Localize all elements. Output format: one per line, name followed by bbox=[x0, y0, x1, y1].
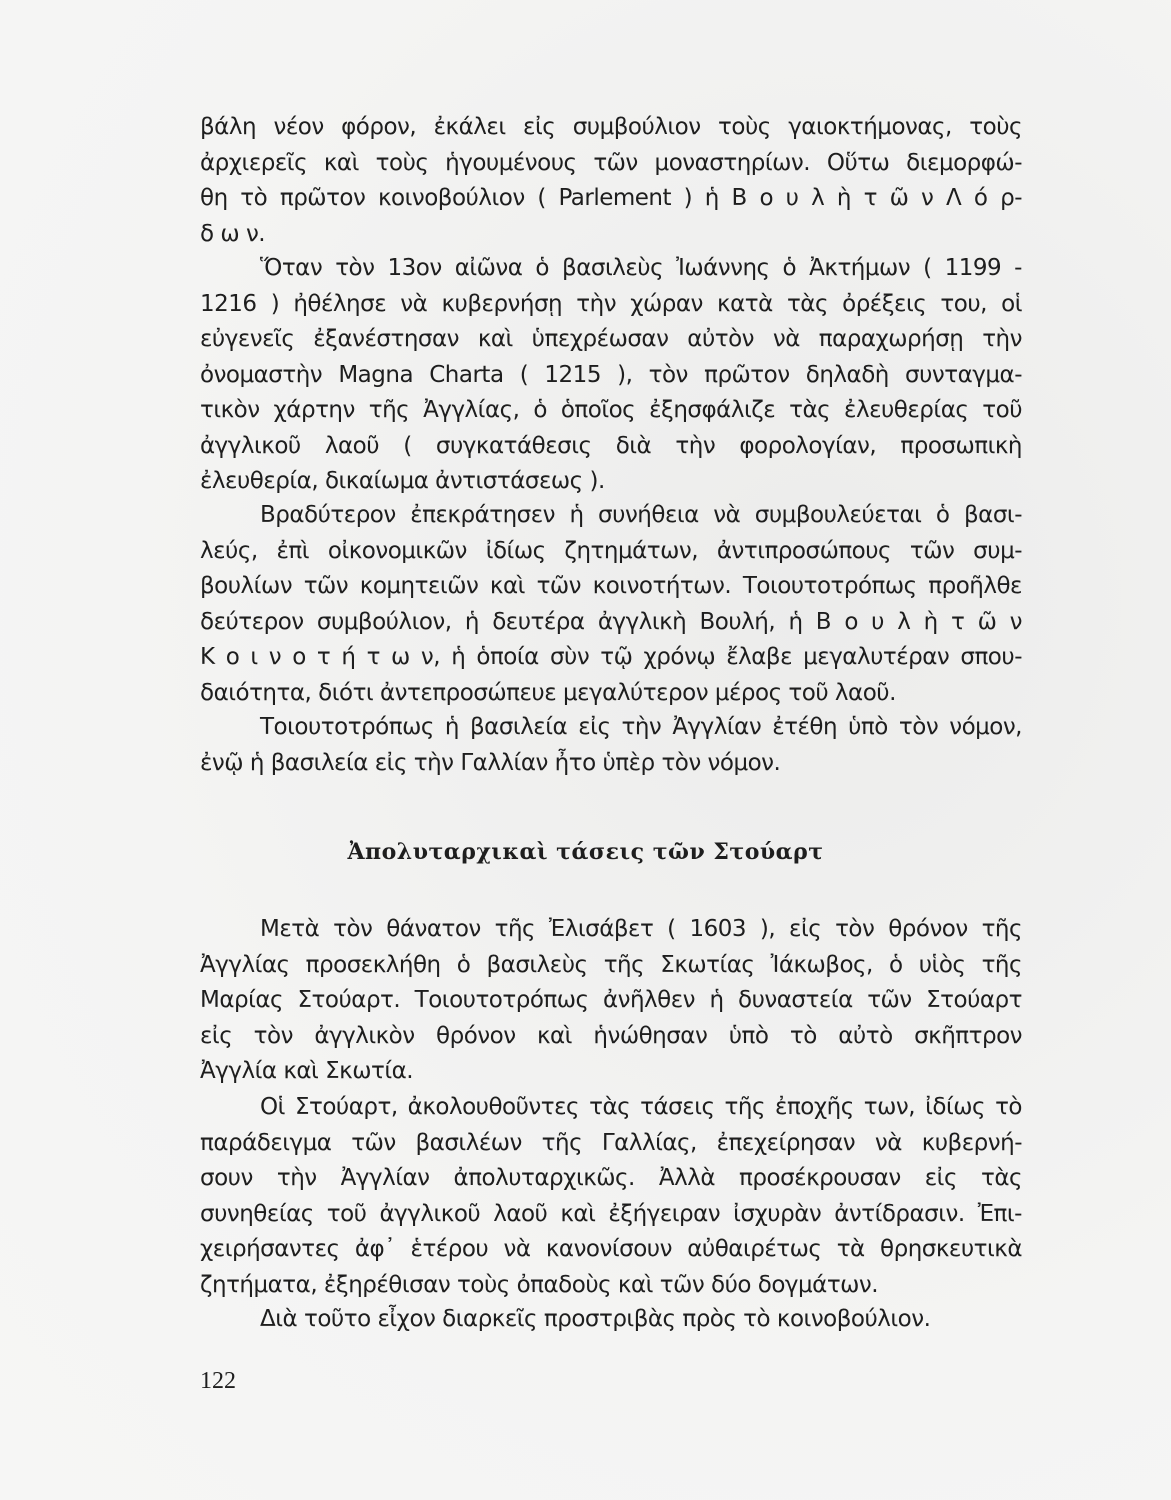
text-line: Μαρίας Στούαρτ. Τοιουτοτρόπως ἀνῆλθεν ἡ δυναστεία τῶν Στούαρτ bbox=[200, 987, 1022, 1013]
text-line: συνηθείας τοῦ ἀγγλικοῦ λαοῦ καὶ ἐξήγειραν ἰσχυρὰν ἀντίδρασιν. Ἐπι- bbox=[200, 1200, 1022, 1227]
text-line: ἐλευθερία, δικαίωμα ἀντιστάσεως ). bbox=[200, 468, 605, 494]
text-line: βουλίων τῶν κομητειῶν καὶ τῶν κοινοτήτων. Τοιουτοτρόπως προῆλθε bbox=[200, 573, 1022, 599]
text-line: λεύς, ἐπὶ οἰκονομικῶν ἰδίως ζητημάτων, ἀντιπροσώπους τῶν συμ- bbox=[200, 537, 1022, 564]
text-line: Κ ο ι ν ο τ ή τ ω ν, ἡ ὁποία σὺν τῷ χρόνῳ ἔλαβε μεγαλυτέραν σπου- bbox=[200, 644, 1022, 670]
text-line: Μετὰ τὸν θάνατον τῆς Ἐλισάβετ ( 1603 ), εἰς τὸν θρόνον τῆς bbox=[260, 916, 1022, 942]
text-line: Ὅταν τὸν 13ον αἰῶνα ὁ βασιλεὺς Ἰωάννης ὁ Ἀκτήμων ( 1199 - bbox=[260, 255, 1022, 281]
text-line: 1216 ) ἠθέλησε νὰ κυβερνήσῃ τὴν χώραν κατὰ τὰς ὀρέξεις του, οἱ bbox=[200, 290, 1022, 317]
text-line: δεύτερον συμβούλιον, ἡ δευτέρα ἀγγλικὴ Βουλή, ἡ Β ο υ λ ὴ τ ῶ ν bbox=[200, 608, 1022, 635]
text-line: ζητήματα, ἐξηρέθισαν τοὺς ὀπαδοὺς καὶ τῶν δύο δογμάτων. bbox=[200, 1271, 879, 1298]
section-heading: Ἀπολυταρχικαὶ τάσεις τῶν Στούαρτ bbox=[347, 839, 824, 865]
text-line: Ἀγγλία καὶ Σκωτία. bbox=[200, 1058, 414, 1084]
text-line: Ἀγγλίας προσεκλήθη ὁ βασιλεὺς τῆς Σκωτίας Ἰάκωβος, ὁ υἱὸς τῆς bbox=[200, 951, 1022, 978]
text-line: εὐγενεῖς ἐξανέστησαν καὶ ὑπεχρέωσαν αὐτὸν νὰ παραχωρήσῃ τὴν bbox=[200, 326, 1022, 352]
text-line: ἀρχιερεῖς καὶ τοὺς ἡγουμένους τῶν μοναστηρίων. Οὕτω διεμορφώ- bbox=[200, 149, 1022, 176]
text-line: ἐνῷ ἡ βασιλεία εἰς τὴν Γαλλίαν ἦτο ὑπὲρ τὸν νόμον. bbox=[200, 749, 781, 776]
text-line: εἰς τὸν ἀγγλικὸν θρόνον καὶ ἡνώθησαν ὑπὸ τὸ αὐτὸ σκῆπτρον bbox=[200, 1022, 1022, 1049]
text-line: δ ω ν. bbox=[200, 220, 266, 247]
text-line: τικὸν χάρτην τῆς Ἀγγλίας, ὁ ὁποῖος ἐξησφάλιζε τὰς ἐλευθερίας τοῦ bbox=[200, 397, 1022, 423]
text-line: ὀνομαστὴν Magna Charta ( 1215 ), τὸν πρῶτον δηλαδὴ συνταγμα- bbox=[200, 361, 1022, 388]
text-line: Οἱ Στούαρτ, ἀκολουθοῦντες τὰς τάσεις τῆς ἐποχῆς των, ἰδίως τὸ bbox=[260, 1094, 1022, 1120]
text-line: θη τὸ πρῶτον κοινοβούλιον ( Parlement ) ἡ Β ο υ λ ὴ τ ῶ ν Λ ό ρ- bbox=[200, 185, 1022, 211]
text-line: Διὰ τοῦτο εἶχον διαρκεῖς προστριβὰς πρὸς τὸ κοινοβούλιον. bbox=[260, 1306, 931, 1332]
text-line: βάλη νέον φόρον, ἐκάλει εἰς συμβούλιον τοὺς γαιοκτήμονας, τοὺς bbox=[200, 114, 1022, 140]
text-line: σουν τὴν Ἀγγλίαν ἀπολυταρχικῶς. Ἀλλὰ προσέκρουσαν εἰς τὰς bbox=[200, 1165, 1022, 1191]
page-number: 122 bbox=[200, 1368, 236, 1394]
text-line: χειρήσαντες ἀφ᾽ ἑτέρου νὰ κανονίσουν αὐθαιρέτως τὰ θρησκευτικὰ bbox=[200, 1236, 1022, 1262]
text-line: δαιότητα, διότι ἀντεπροσώπευε μεγαλύτερον μέρος τοῦ λαοῦ. bbox=[200, 679, 896, 706]
text-line: παράδειγμα τῶν βασιλέων τῆς Γαλλίας, ἐπεχείρησαν νὰ κυβερνή- bbox=[200, 1129, 1022, 1156]
text-line: ἀγγλικοῦ λαοῦ ( συγκατάθεσις διὰ τὴν φορολογίαν, προσωπικὴ bbox=[200, 432, 1022, 459]
text-line: Τοιουτοτρόπως ἡ βασιλεία εἰς τὴν Ἀγγλίαν ἐτέθη ὑπὸ τὸν νόμον, bbox=[260, 714, 1022, 740]
text-line: Βραδύτερον ἐπεκράτησεν ἡ συνήθεια νὰ συμβουλεύεται ὁ βασι- bbox=[260, 502, 1022, 528]
